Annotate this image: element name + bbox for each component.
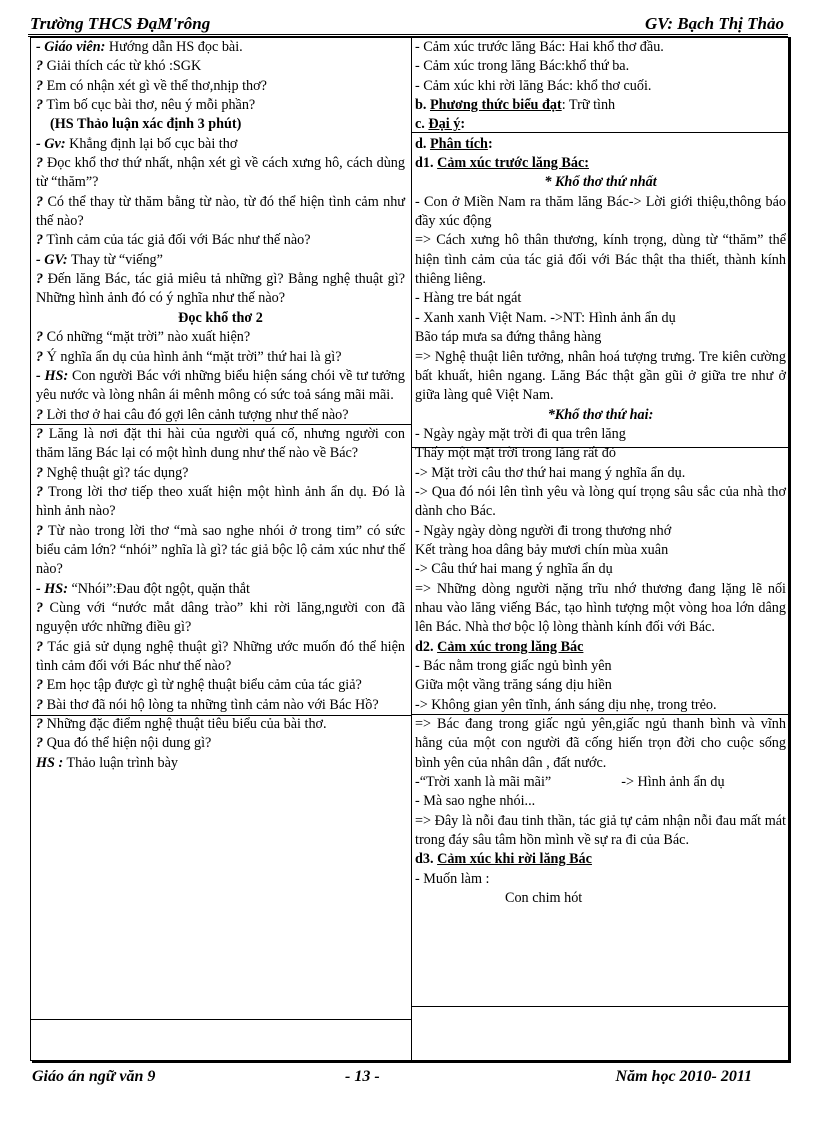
text-line: - Bác nằm trong giấc ngủ bình yên [415,658,612,674]
stanza-heading: * Khổ thơ thứ nhất [544,174,657,191]
section-heading: b. Phương thức biểu đạt: Trữ tình [415,97,616,114]
text-line: - Gv: Khẳng định lại bố cục bài thơ [36,135,238,152]
row-divider [31,1019,411,1020]
text-line: - Xanh xanh Việt Nam. ->NT: Hình ảnh ẩn dụ [415,309,676,326]
section-heading: c. Đại ý: [415,116,466,133]
text-line: Thấy một mặt trời trong lăng rất đỏ [415,445,616,462]
stanza-heading: *Khổ thơ thứ hai: [547,406,654,423]
school-year: Năm học 2010- 2011 [615,1068,752,1085]
text-line: - HS: “Nhói”:Đau đột ngột, quặn thắt [36,580,250,597]
question-line: ? Có thể thay từ thăm bằng từ nào, từ đó thể hiện tình cảm như thế nào? [36,193,405,230]
text-line: Kết tràng hoa dâng bảy mươi chín mùa xuân [415,541,669,558]
question-line: ? Bài thơ đã nói hộ lòng ta những tình cảm nào với Bác Hồ? [36,696,379,713]
section-heading: Đọc khổ thơ 2 [178,309,263,326]
question-line: ? Đọc khổ thơ thứ nhất, nhận xét gì về cách xưng hô, cách dùng từ “thăm”? [36,155,405,191]
text-line: -> Không gian yên tĩnh, ánh sáng dịu nhẹ, trong trẻo. [415,696,717,713]
text-line: Bão táp mưa sa đứng thẳng hàng [415,329,602,346]
frame-shadow-right [788,37,791,1063]
text-line: -> Qua đó nói lên tình yêu và lòng quí trọng sâu sắc của nhà thơ dành cho Bác. [415,483,786,520]
question-line: ? Có những “mặt trời” nào xuất hiện? [36,329,251,346]
page-header [28,12,788,34]
question-line: ? Những đặc điểm nghệ thuật tiêu biểu của bài thơ. [36,716,327,733]
lesson-content-column [415,38,786,908]
lesson-table [30,37,790,1061]
text-line: => Những dòng người nặng trĩu nhớ thương đang lặng lẽ nối nhau vào lăng viếng Bác, tạo hình tượng một vòng hoa lớn dâng lên Bác. Nhà thơ bộc lộ lòng thành kính đối với Bác. [415,580,786,636]
question-line: ? Nghệ thuật gì? tác dụng? [36,464,189,481]
page-footer [30,1066,790,1090]
text-line: -“Trời xanh là mãi mãi” -> Hình ảnh ẩn dụ [415,774,725,791]
text-line: -> Mặt trời câu thơ thứ hai mang ý nghĩa ẩn dụ. [415,464,686,481]
frame-shadow-bottom [32,1060,791,1063]
book-title: Giáo án ngữ văn 9 [32,1068,156,1085]
text-line: - Mà sao nghe nhói... [415,793,536,810]
poem-line: Con chim hót [505,890,583,907]
question-line: ? Cùng với “nước mắt dâng trào” khi rời lăng,người con đã nguyện ước những điều gì? [36,599,405,636]
question-line: ? Tác giả sử dụng nghệ thuật gì? Những ước muốn đó thể hiện tình cảm đối với Bác như thế nào? [36,638,405,674]
text-line: - Con ở Miền Nam ra thăm lăng Bác-> Lời giới thiệu,thông báo đầy xúc động [415,193,786,230]
question-line: ? Từ nào trong lời thơ “mà sao nghe nhói ở trong tim” có sức biểu cảm lớn? “nhói” nghĩa là gì? tác giả bộc lộ cảm xúc như thế nào? [36,522,405,578]
question-line: ? Ý nghĩa ẩn dụ của hình ảnh “mặt trời” thứ hai là gì? [36,348,342,365]
question-line: ? Tìm bố cục bài thơ, nêu ý mỗi phần? [36,97,256,114]
row-divider [411,1006,789,1007]
question-line: ? Giải thích các từ khó :SGK [36,58,202,75]
text-line: -> Câu thứ hai mang ý nghĩa ẩn dụ [415,561,613,578]
text-line: => Cách xưng hô thân thương, kính trọng, dùng từ “thăm” thể hiện tình cảm của tác giả đối với Bác thật tha thiết, thành kính thiêng liêng. [415,232,786,288]
teacher-name: GV: Bạch Thị Thảo [644,14,784,33]
teacher-activities-column [36,38,405,773]
section-heading: d. Phân tích: [415,135,493,152]
text-line: HS : Thảo luận trình bày [36,754,178,771]
subsection-heading: d1. Cảm xúc trước lăng Bác: [415,155,589,172]
question-line: ? Em có nhận xét gì về thể thơ,nhịp thơ? [36,77,267,94]
subsection-heading: d2. Cảm xúc trong lăng Bác [415,638,584,655]
text-line: - HS: Con người Bác với những biểu hiện sáng chói về tư tưởng yêu nước và lòng nhân ái mênh mông có sức toả sáng mãi mãi. [36,367,405,404]
group-discussion-note: (HS Thảo luận xác định 3 phút) [50,116,242,133]
text-line: - Ngày ngày mặt trời đi qua trên lăng [415,425,626,442]
text-line: Giữa một vầng trăng sáng dịu hiền [415,677,612,694]
question-line: ? Đến lăng Bác, tác giả miêu tả những gì? Bằng nghệ thuật gì? Những hình ảnh đó có ý nghĩa như thế nào? [36,271,405,307]
text-line: - Cảm xúc trước lăng Bác: Hai khổ thơ đầu. [415,39,664,55]
column-divider [411,38,412,1060]
text-line: - Giáo viên: Hướng dẫn HS đọc bài. [36,39,243,55]
text-line: - Hàng tre bát ngát [415,290,522,307]
subsection-heading: d3. Cảm xúc khi rời lăng Bác [415,851,592,868]
text-line: - Muốn làm : [415,870,490,887]
text-line: - GV: Thay từ “viếng” [36,251,163,268]
question-line: ? Em học tập được gì từ nghệ thuật biểu cảm của tác giả? [36,677,362,694]
question-line: ? Tình cảm của tác giả đối với Bác như thế nào? [36,232,311,249]
text-line: - Cảm xúc trong lăng Bác:khổ thứ ba. [415,58,630,75]
question-line: ? Qua đó thể hiện nội dung gì? [36,735,212,752]
question-line: ? Lăng là nơi đặt thi hài của người quá cố, nhưng người con thăm lăng Bác lại có một hình dung như thế nào về Bác? [36,425,405,462]
school-name: Trường THCS ĐạM'rông [30,14,211,33]
question-line: ? Trong lời thơ tiếp theo xuất hiện một hình ảnh ẩn dụ. Đó là hình ảnh nào? [36,483,405,520]
text-line: - Cảm xúc khi rời lăng Bác: khổ thơ cuối. [415,77,652,94]
page-number: - 13 - [345,1068,380,1085]
text-line: => Đây là nỗi đau tinh thần, tác giả tự cảm nhận nỗi đau mất mát trong đáy sâu tâm hồn mình về sự ra đi của Bác. [415,812,786,849]
text-line: - Ngày ngày dòng người đi trong thương nhớ [415,522,672,539]
question-line: ? Lời thơ ở hai câu đó gợi lên cảnh tượng như thế nào? [36,406,349,423]
text-line: => Bác đang trong giấc ngủ yên,giấc ngủ thanh bình và vĩnh hằng của một con người đã cống hiến trọn đời cho cuộc sống bình yên của nhân dân , đất nước. [415,716,786,771]
text-line: => Nghệ thuật liên tưởng, nhân hoá tượng trưng. Tre kiên cường bất khuất, hiên ngang. Lăng Bác thật gần gũi ở giữa tre như ở giữa làng quê Việt Nam. [415,348,786,404]
